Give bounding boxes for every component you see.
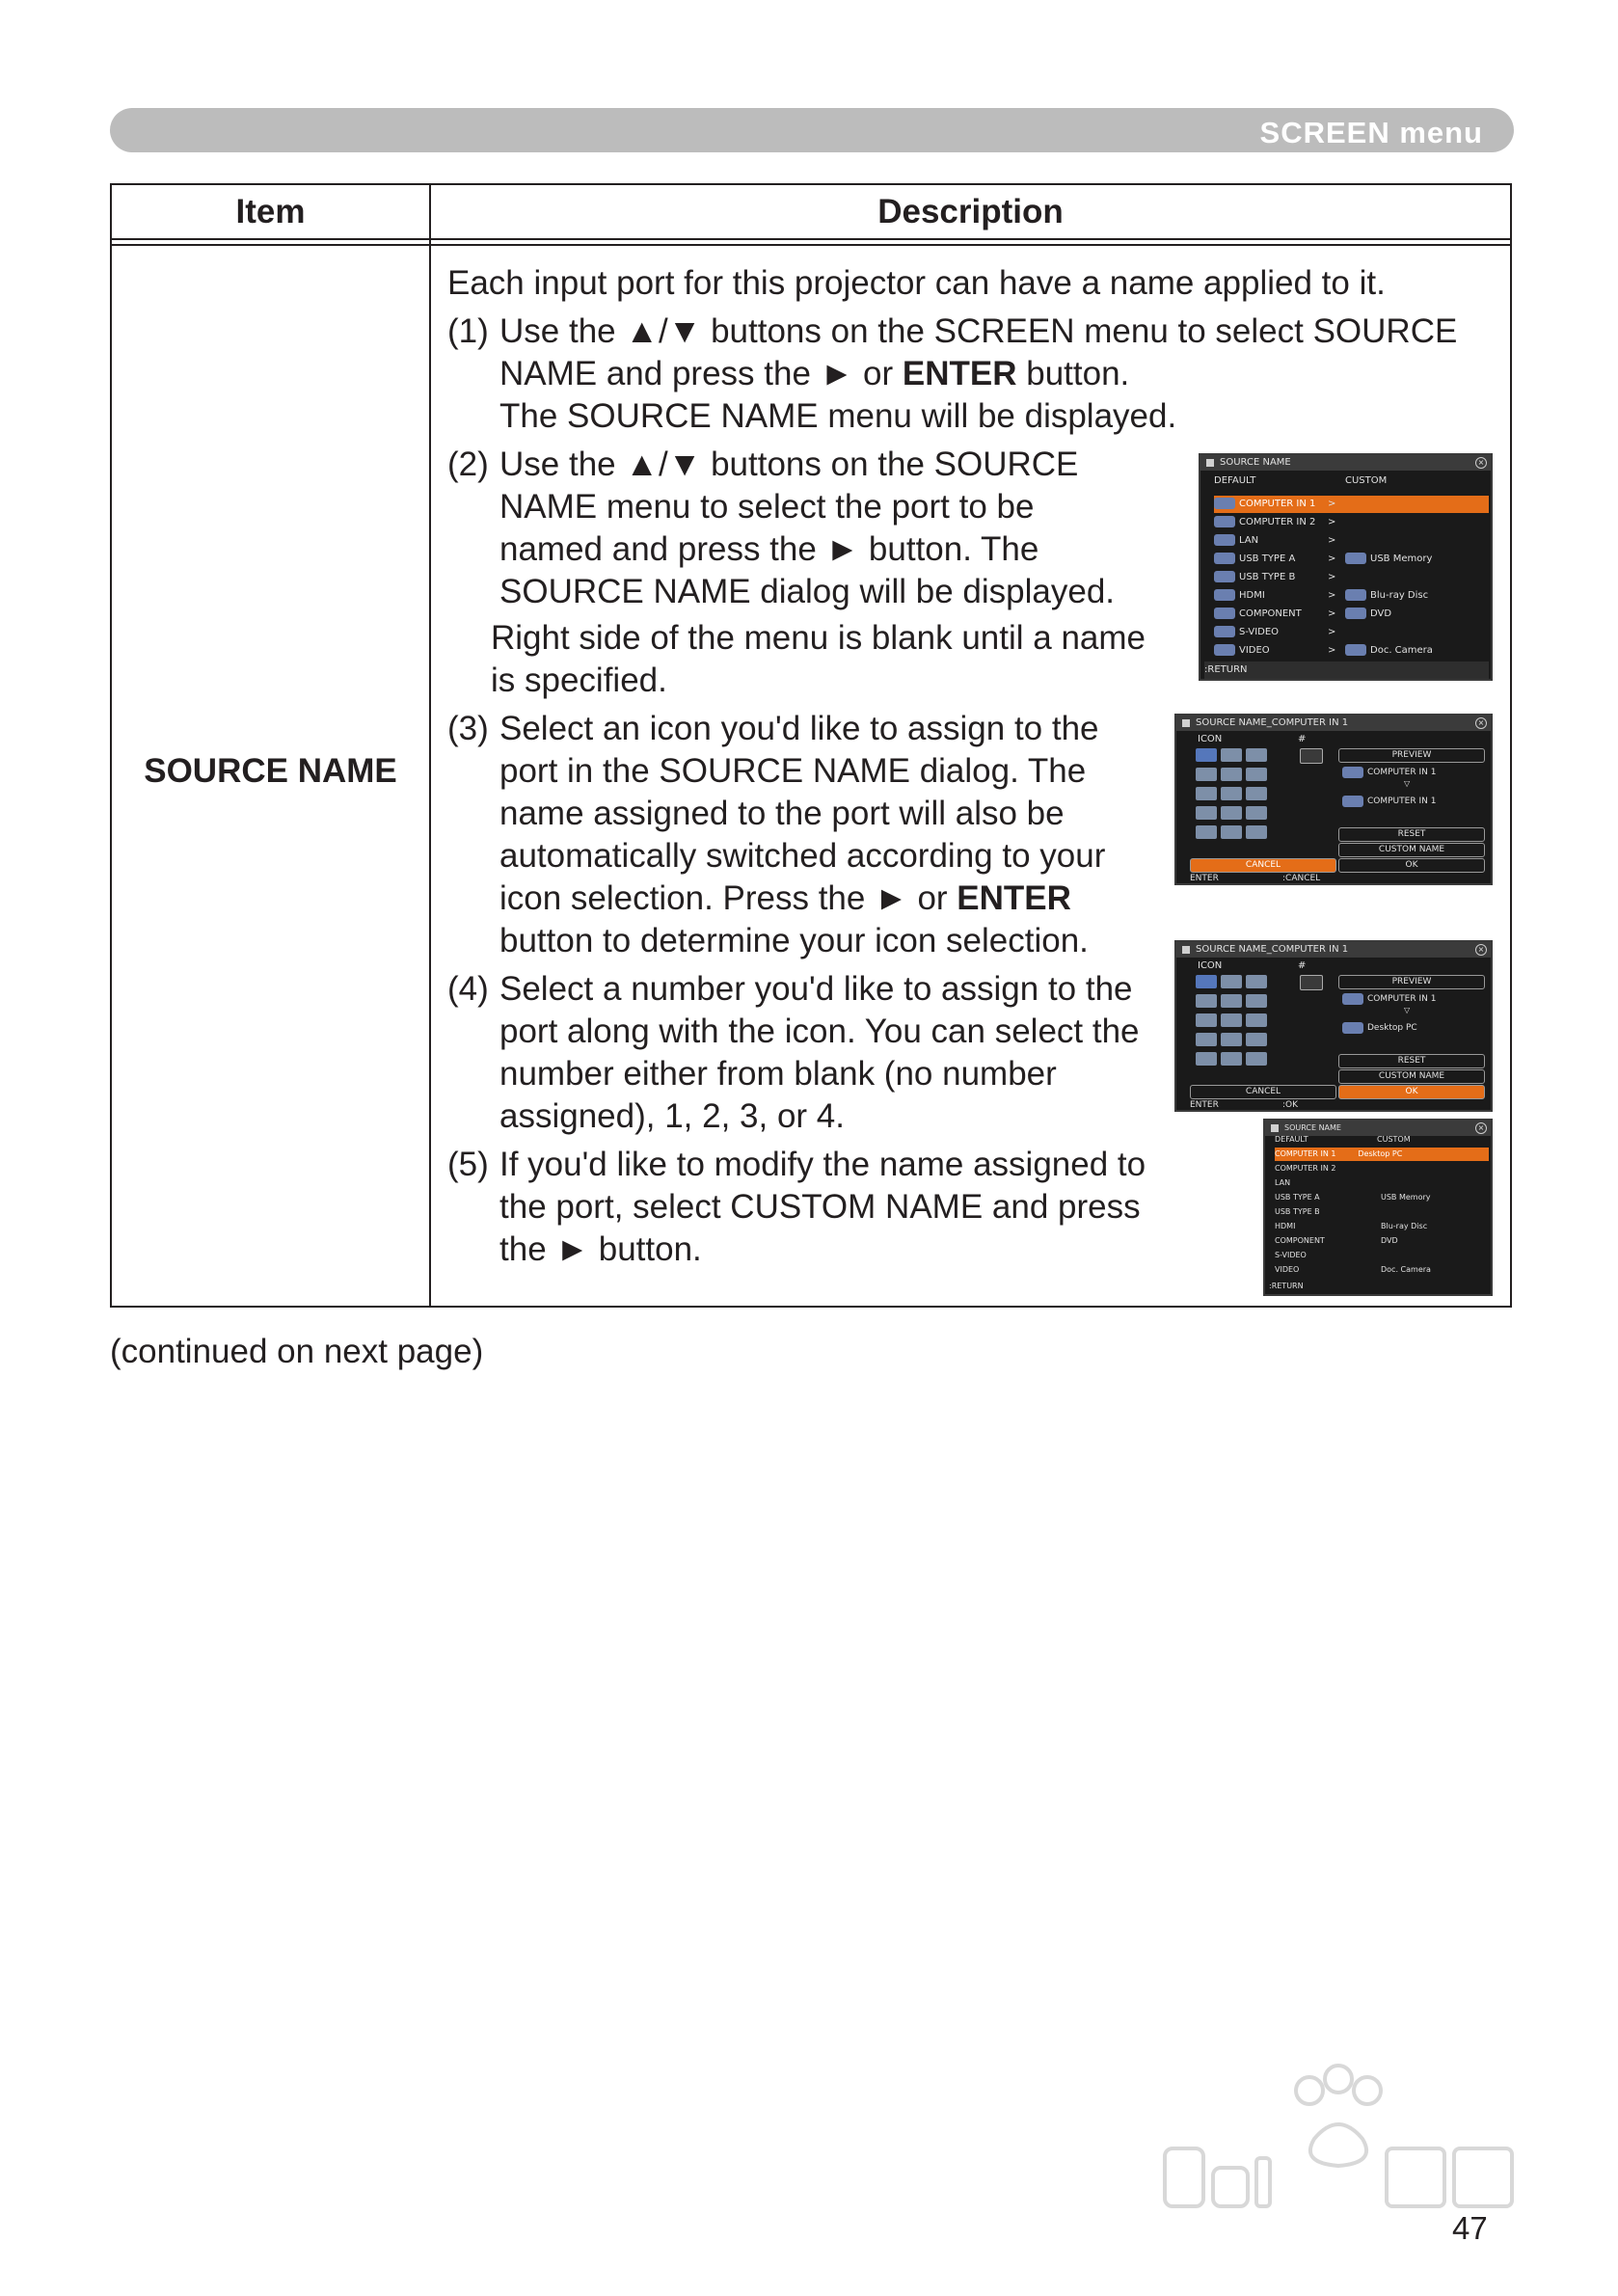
step-3: (3) Select an icon you'd like to assign to the port in the SOURCE NAME dialog. The name assigned to the port will also be automatically switched according to your icon selection. Press the ► or ENTER button to determine your icon selection. (447, 710, 1106, 959)
computer-icon (1214, 498, 1235, 509)
section-header-bar (110, 108, 1514, 152)
step-2-note: Right side of the menu is blank until a name is specified. (491, 619, 1146, 699)
osd-col-custom: CUSTOM (1345, 475, 1388, 486)
osd-row: VIDEO (1214, 642, 1270, 660)
column-header-description: Description (877, 193, 1064, 230)
osd-row: HDMI (1214, 587, 1265, 605)
osd-custom-hdmi: Blu-ray Disc (1345, 587, 1428, 605)
intro-text: Each input port for this projector can have a name applied to it. (447, 264, 1386, 302)
usb-icon (1214, 553, 1235, 564)
hdmi-icon (1214, 589, 1235, 601)
svideo-icon (1214, 626, 1235, 637)
osd-source-name-menu: SOURCE NAME × DEFAULT CUSTOM COMPUTER IN 1 COMPUTER IN 2 LAN USB TYPE A USB TYPE B HDMI COMPONENT S-VIDEO VIDEO > > > > > > > > > USB Memory Blu-ray Disc DVD Doc. Camera :RETURN (1199, 453, 1493, 681)
continued-note: (continued on next page) (110, 1333, 484, 1370)
video-icon (1214, 644, 1235, 656)
osd-row: COMPUTER IN 2 (1214, 514, 1315, 531)
osd-custom-video: Doc. Camera (1345, 642, 1433, 660)
osd-source-name-menu-updated: SOURCE NAME × DEFAULT CUSTOM COMPUTER IN 1 Desktop PC COMPUTER IN 2 LAN USB TYPE A USB TYPE B HDMI COMPONENT S-VIDEO VIDEO USB Memory Blu-ray Disc DVD Doc. Camera :RETURN (1263, 1119, 1493, 1296)
step-4: (4) Select a number you'd like to assign to the port along with the icon. You can select the number either from blank (no number assigned), 1, 2, 3, or 4. (447, 970, 1140, 1135)
close-icon: × (1475, 1122, 1487, 1134)
lan-icon (1214, 534, 1235, 546)
section-title: SCREEN menu (1259, 116, 1483, 149)
header-divider (112, 238, 1510, 240)
osd-source-name-dialog-number: SOURCE NAME_COMPUTER IN 1 × ICON # PREVIEW COMPUTER IN 1 ▽ Desktop PC RESET CUSTOM NAME CANCEL OK ENTER :OK (1174, 940, 1493, 1112)
osd-row: COMPUTER IN 1 (1214, 496, 1489, 513)
item-source-name: SOURCE NAME (144, 752, 397, 790)
step-1: (1) Use the ▲/▼ buttons on the SCREEN menu to select SOURCE NAME and press the ► or ENTER button. The SOURCE NAME menu will be displayed. (447, 312, 1458, 435)
osd-cancel-button: CANCEL (1190, 858, 1336, 873)
osd-preview-name: COMPUTER IN 1 (1342, 764, 1436, 781)
osd-row: S-VIDEO (1214, 624, 1279, 641)
osd-source-name-dialog: SOURCE NAME_COMPUTER IN 1 × ICON # PREVIEW COMPUTER IN 1 ▽ COMPUTER IN 1 RESET CUSTOM NAME CANCEL OK ENTER :CANCEL (1174, 714, 1493, 885)
osd-custom-component: DVD (1345, 606, 1391, 623)
close-icon: × (1475, 717, 1487, 729)
osd-reset-button: RESET (1338, 827, 1485, 842)
osd-row: LAN (1214, 532, 1258, 550)
osd-row: USB TYPE B (1214, 569, 1295, 586)
column-header-item: Item (235, 193, 306, 230)
osd-ok-button: OK (1338, 858, 1485, 873)
component-icon (1214, 608, 1235, 619)
osd-row: USB TYPE A (1214, 551, 1295, 568)
close-icon: × (1475, 457, 1487, 469)
column-divider (429, 185, 431, 1306)
osd-custom-usb: USB Memory (1345, 551, 1432, 568)
osd-custom-name-button: CUSTOM NAME (1338, 843, 1485, 857)
header-divider-double (112, 244, 1510, 246)
computer-icon (1214, 516, 1235, 527)
osd-dialog-title: SOURCE NAME_COMPUTER IN 1 (1176, 942, 1491, 958)
close-icon: × (1475, 944, 1487, 956)
usb-icon (1214, 571, 1235, 582)
page-number: 47 (1452, 2210, 1488, 2246)
osd-dialog-title: SOURCE NAME_COMPUTER IN 1 (1176, 716, 1491, 731)
step-2: (2) Use the ▲/▼ buttons on the SOURCE NAME menu to select the port to be named and press the ► button. The SOURCE NAME dialog will be displayed. (447, 446, 1116, 610)
osd-col-default: DEFAULT (1214, 475, 1256, 486)
osd-return: :RETURN (1204, 662, 1489, 679)
osd-preview-custom: Desktop PC (1342, 1019, 1417, 1037)
osd-row: COMPONENT (1214, 606, 1302, 623)
osd-title: SOURCE NAME (1200, 455, 1491, 471)
step-5: (5) If you'd like to modify the name assigned to the port, select CUSTOM NAME and press the ► button. (447, 1146, 1146, 1268)
